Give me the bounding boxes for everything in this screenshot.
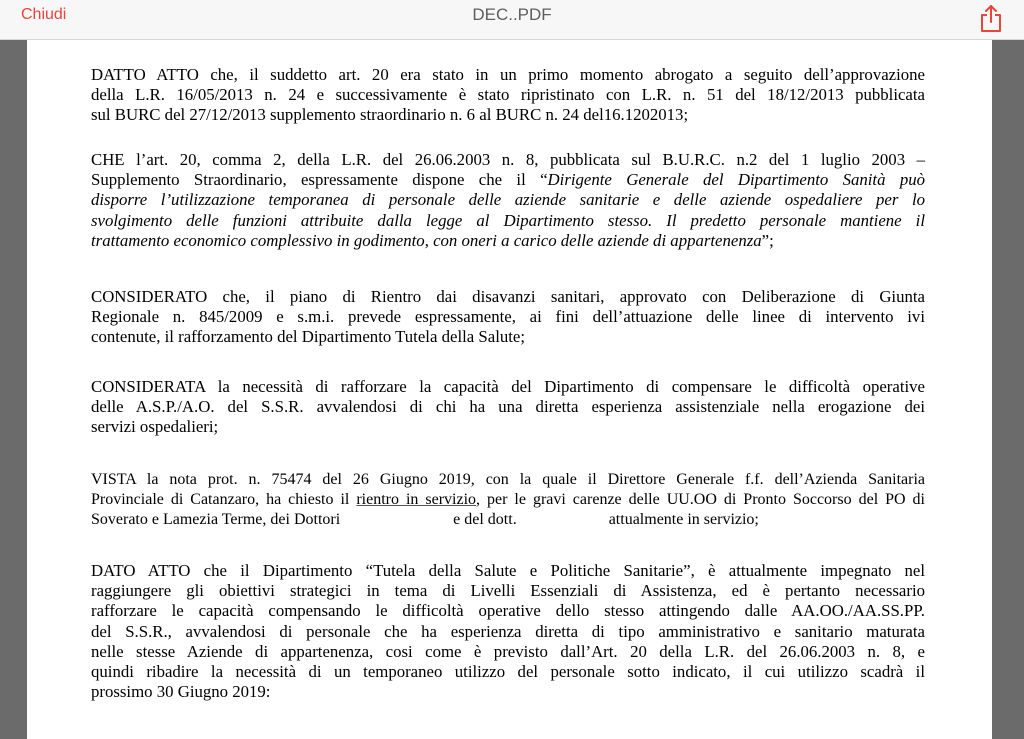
text-line: Regionale n. 845/2009 e s.m.i. prevede espressamente, ai fini dell’attuazione delle linee di intervento ivi bbox=[91, 307, 925, 327]
text-segment: Supplemento Straordinario, espressamente dispone che il “ bbox=[91, 170, 548, 190]
text-line: quindi ribadire la necessità di un temporaneo utilizzo del personale sotto indicato, il cui utilizzo scadrà il bbox=[91, 662, 925, 682]
text-line: del S.S.R., avvalendosi di personale che ha esperienza diretta di tipo amministrativo e sanitario maturata bbox=[91, 621, 925, 641]
close-button[interactable]: Chiudi bbox=[21, 6, 67, 23]
text-segment: , per le gravi carenze delle UU.OO di Pronto Soccorso del PO di bbox=[476, 491, 925, 509]
text-line: servizi ospedalieri; bbox=[91, 417, 219, 437]
text-line: CONSIDERATA la necessità di rafforzare la capacità del Dipartimento di compensare le difficoltà operative bbox=[91, 377, 925, 396]
text-line bbox=[91, 231, 925, 251]
paragraph-considerata bbox=[91, 377, 925, 438]
text-line bbox=[91, 190, 925, 210]
text-line bbox=[91, 490, 925, 510]
text-line bbox=[91, 170, 925, 190]
text-line: DATTO ATTO che, il suddetto art. 20 era stato in un primo momento abrogato a seguito dell’approvazione bbox=[91, 65, 925, 84]
toolbar bbox=[0, 0, 1024, 40]
text-line bbox=[91, 510, 925, 530]
text-line: contenute, il rafforzamento del Dipartimento Tutela della Salute; bbox=[91, 327, 526, 347]
text-line: rafforzare le capacità compensando le difficoltà operative dello stesso attingendo dalle AA.OO./AA.SS.PP. bbox=[91, 601, 925, 621]
text-line: CONSIDERATO che, il piano di Rientro dai disavanzi sanitari, approvato con Deliberazione di Giunta bbox=[91, 287, 925, 306]
text-line: VISTA la nota prot. n. 75474 del 26 Giugno 2019, con la quale il Direttore Generale f.f. dell’Azienda Sanitaria bbox=[91, 471, 925, 488]
paragraph-datto-atto bbox=[91, 65, 925, 126]
text-line: DATO ATTO che il Dipartimento “Tutela della Salute e Politiche Sanitarie”, è attualmente impegnato nel bbox=[91, 561, 925, 580]
text-segment: attualmente in servizio; bbox=[608, 511, 759, 529]
text-segment: Soverato e Lamezia Terme, dei Dottori bbox=[91, 511, 341, 529]
underlined-text: rientro in servizio bbox=[356, 491, 477, 509]
text-line: delle A.S.P./A.O. del S.S.R. avvalendosi di chi ha una diretta esperienza assistenziale nella erogazione dei bbox=[91, 397, 925, 417]
share-button[interactable] bbox=[977, 2, 1005, 34]
paragraph-considerato bbox=[91, 287, 925, 348]
italic-quote: trattamento economico complessivo in godimento, con oneri a carico delle aziende di appartenenza bbox=[91, 230, 762, 250]
text-segment: Provinciale di Catanzaro, ha chiesto il bbox=[91, 491, 357, 509]
italic-quote: svolgimento delle funzioni attribuite dalla legge al Dipartimento stesso. Il predetto personale mantiene il bbox=[91, 210, 925, 230]
pdf-page[interactable] bbox=[27, 40, 992, 739]
text-line: raggiungere gli obiettivi strategici in tema di Livelli Essenziali di Assistenza, ed è pertanto necessario bbox=[91, 581, 925, 601]
document-title: DEC..PDF bbox=[472, 5, 552, 24]
text-line: nelle stesse Aziende di appartenenza, cosi come è previsto dall’Art. 20 della L.R. del 26.06.2003 n. 8, e bbox=[91, 641, 925, 661]
share-icon bbox=[977, 2, 1005, 34]
paragraph-vista bbox=[91, 470, 925, 531]
italic-quote: disporre l’utilizzazione temporanea di personale delle aziende sanitarie e delle aziende ospedaliere per lo bbox=[91, 190, 925, 210]
text-segment: ”; bbox=[761, 230, 774, 250]
paragraph-dato-atto bbox=[91, 561, 925, 702]
text-line: sul BURC del 27/12/2013 supplemento straordinario n. 6 al BURC n. 24 del16.1202013; bbox=[91, 105, 689, 125]
text-segment: e del dott. bbox=[453, 511, 517, 529]
text-line: prossimo 30 Giugno 2019: bbox=[91, 682, 271, 702]
paragraph-che-art-20 bbox=[91, 150, 925, 251]
italic-quote: Dirigente Generale del Dipartimento Sanità può bbox=[547, 170, 926, 190]
text-line: CHE l’art. 20, comma 2, della L.R. del 26.06.2003 n. 8, pubblicata sul B.U.R.C. n.2 del 1 luglio 2003 – bbox=[91, 150, 925, 169]
text-line bbox=[91, 211, 925, 231]
text-line: della L.R. 16/05/2013 n. 24 e successivamente è stato ripristinato con L.R. n. 51 del 18/12/2013 pubblicata bbox=[91, 85, 925, 105]
